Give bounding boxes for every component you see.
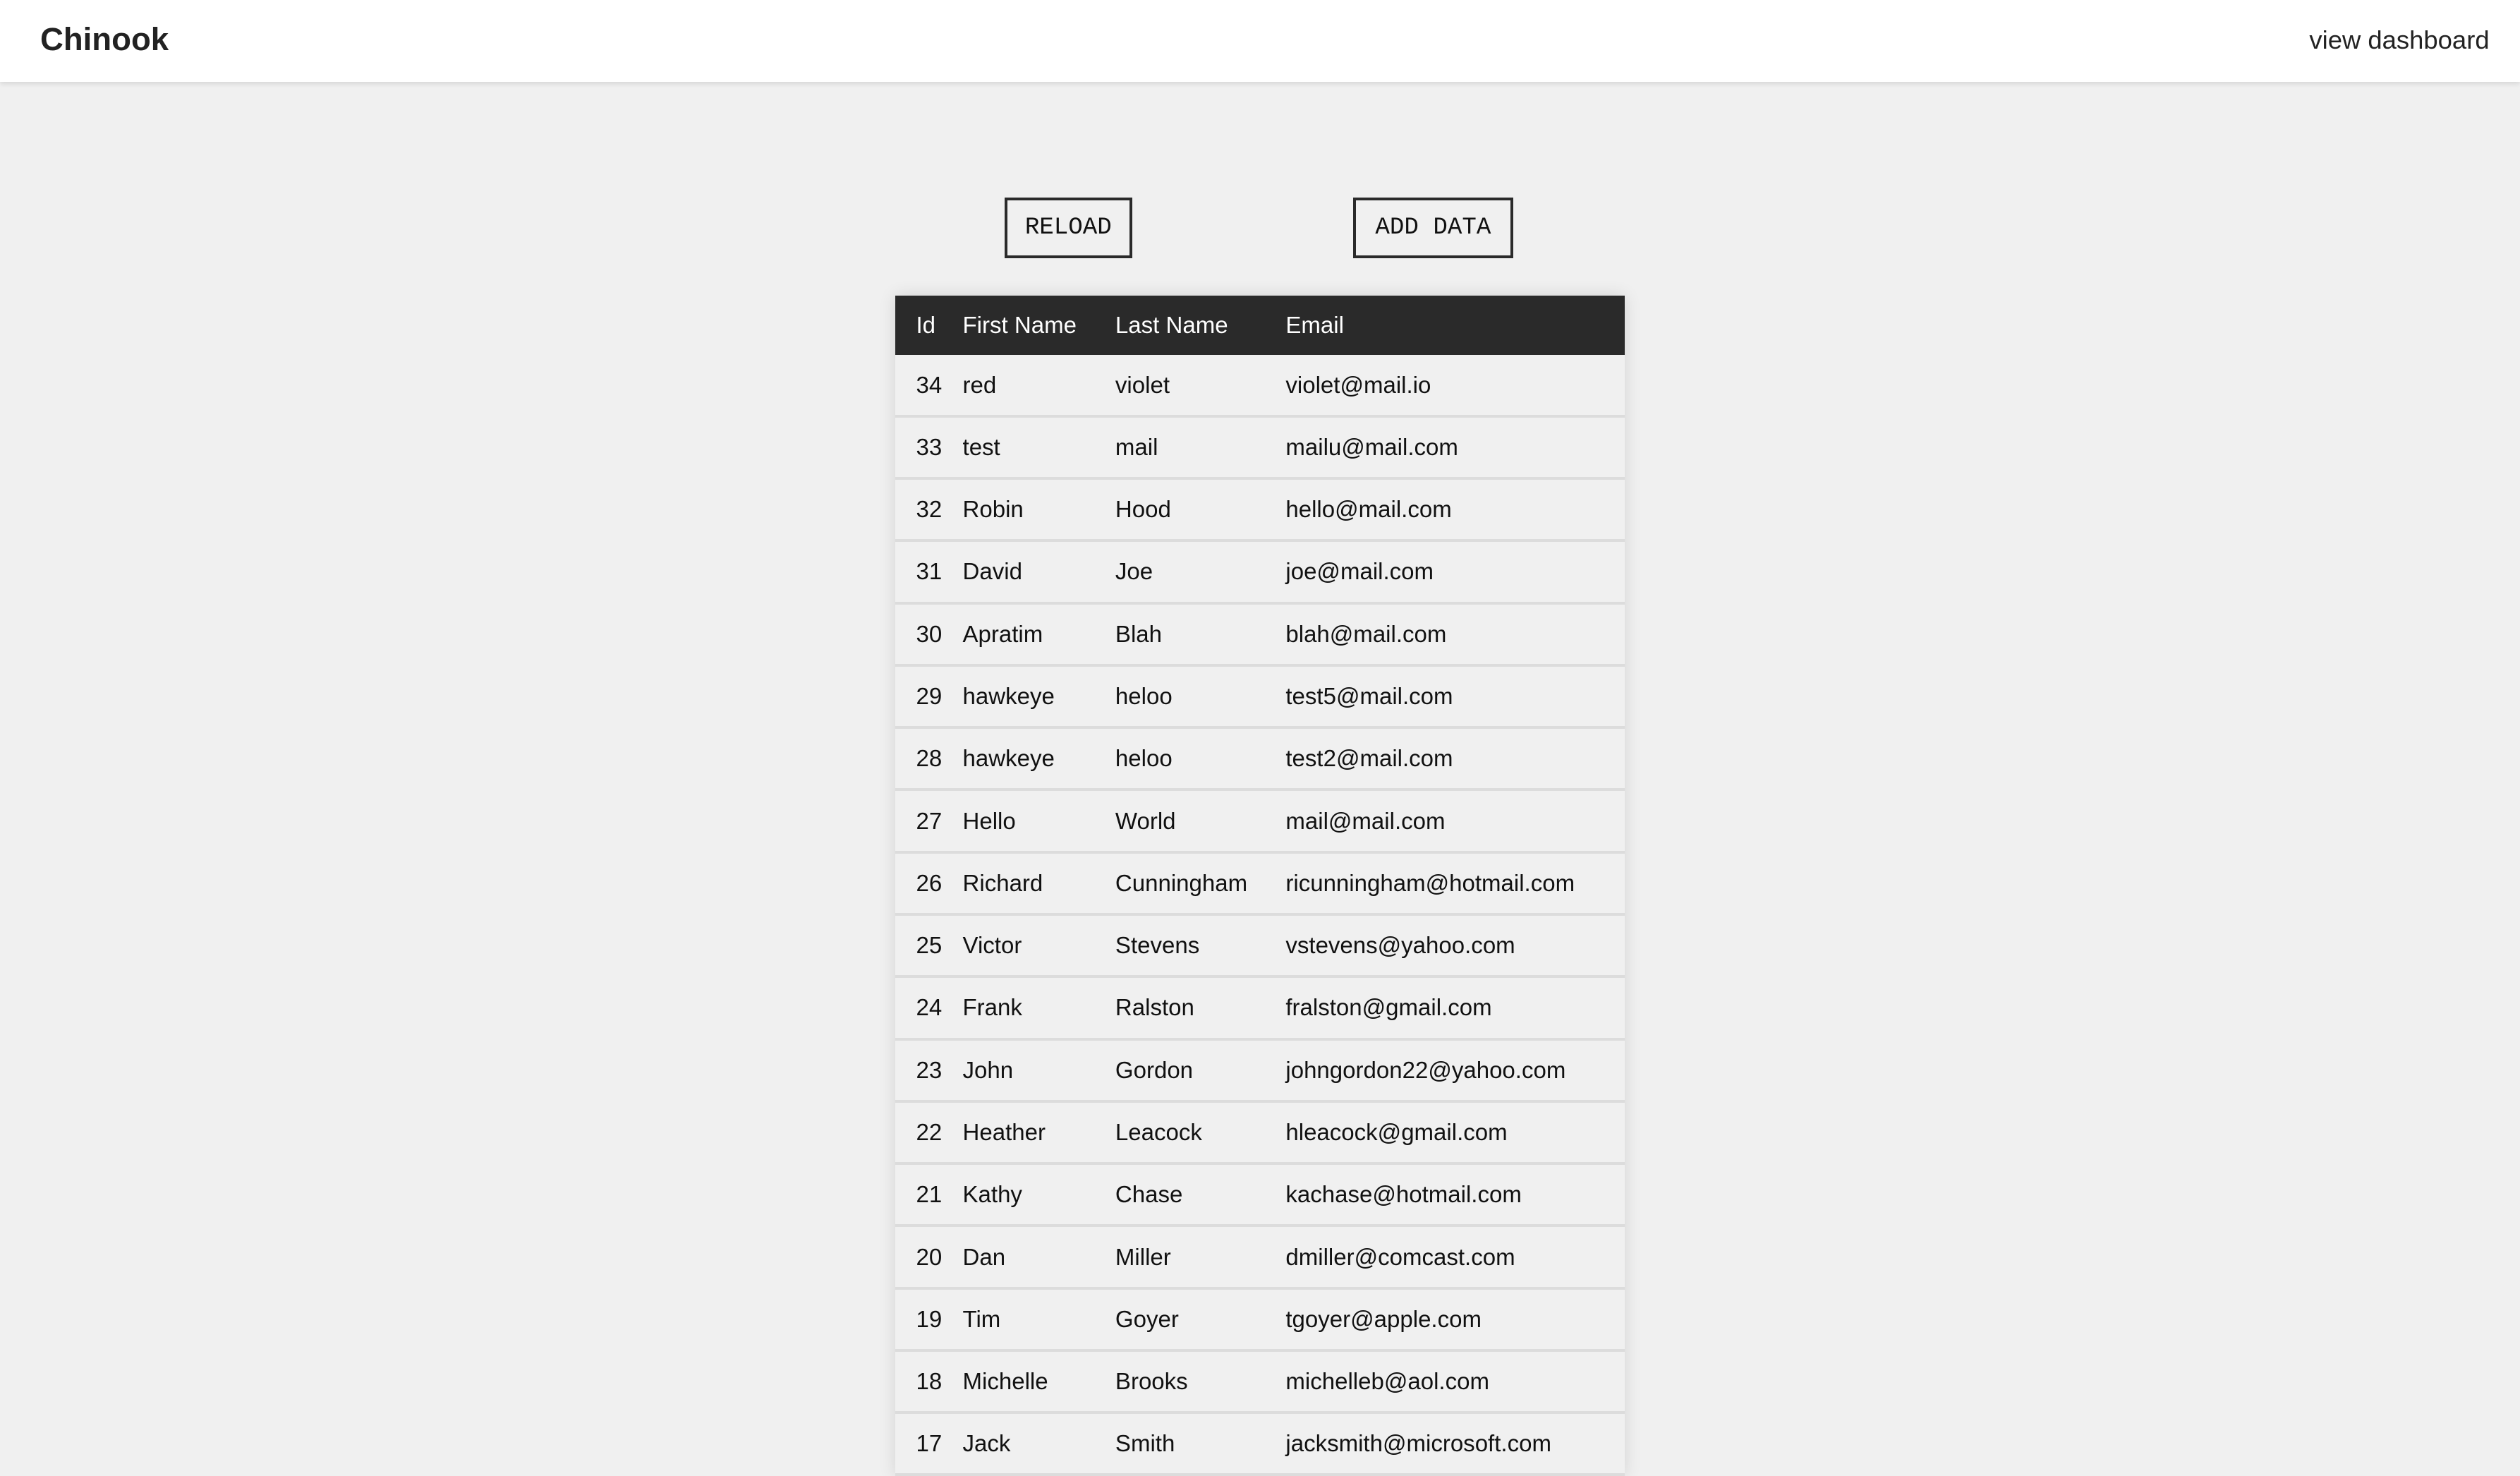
cell-id: 22	[916, 1118, 943, 1145]
cell-first-name: red	[962, 371, 997, 398]
column-header-first-name: First Name	[962, 312, 1077, 339]
cell-email: dmiller@comcast.com	[1285, 1243, 1515, 1270]
cell-last-name: Stevens	[1115, 932, 1200, 959]
add-data-button[interactable]: ADD DATA	[1353, 198, 1513, 258]
cell-last-name: Ralston	[1115, 994, 1194, 1021]
cell-id: 17	[916, 1430, 943, 1457]
cell-email: kachase@hotmail.com	[1285, 1181, 1522, 1208]
cell-id: 31	[916, 558, 943, 585]
cell-last-name: Hood	[1115, 496, 1171, 523]
cell-last-name: World	[1115, 807, 1176, 834]
cell-last-name: Leacock	[1115, 1118, 1202, 1145]
cell-id: 18	[916, 1368, 943, 1395]
reload-button[interactable]: RELOAD	[1005, 198, 1132, 258]
cell-first-name: Robin	[962, 496, 1024, 523]
cell-email: michelleb@aol.com	[1285, 1368, 1489, 1395]
cell-email: tgoyer@apple.com	[1285, 1305, 1482, 1332]
table-row[interactable]	[895, 480, 1625, 542]
column-header-email: Email	[1285, 312, 1344, 339]
cell-first-name: test	[962, 433, 1000, 460]
cell-email: joe@mail.com	[1285, 558, 1434, 585]
cell-first-name: Heather	[962, 1118, 1046, 1145]
cell-last-name: mail	[1115, 433, 1158, 460]
table-row[interactable]	[895, 978, 1625, 1040]
cell-first-name: hawkeye	[962, 745, 1055, 772]
cell-first-name: Frank	[962, 994, 1022, 1021]
table-header	[895, 296, 1625, 355]
cell-id: 23	[916, 1056, 943, 1083]
cell-email: hello@mail.com	[1285, 496, 1452, 523]
cell-email: jacksmith@microsoft.com	[1285, 1430, 1551, 1457]
cell-email: mailu@mail.com	[1285, 433, 1458, 460]
table-row[interactable]	[895, 1352, 1625, 1414]
table-row[interactable]	[895, 667, 1625, 729]
cell-first-name: hawkeye	[962, 682, 1055, 709]
cell-first-name: Apratim	[962, 620, 1043, 647]
cell-first-name: Victor	[962, 932, 1022, 959]
table-row[interactable]	[895, 1103, 1625, 1165]
cell-id: 20	[916, 1243, 943, 1270]
cell-id: 27	[916, 807, 943, 834]
cell-last-name: Blah	[1115, 620, 1163, 647]
cell-last-name: Joe	[1115, 558, 1153, 585]
table-row[interactable]	[895, 916, 1625, 978]
cell-id: 19	[916, 1305, 943, 1332]
cell-first-name: Jack	[962, 1430, 1011, 1457]
cell-id: 26	[916, 869, 943, 896]
brand-logo[interactable]: Chinook	[40, 20, 169, 57]
view-dashboard-link[interactable]: view dashboard	[2309, 25, 2490, 55]
cell-id: 24	[916, 994, 943, 1021]
cell-email: ricunningham@hotmail.com	[1285, 869, 1575, 896]
cell-id: 33	[916, 433, 943, 460]
table-row[interactable]	[895, 854, 1625, 916]
cell-last-name: Goyer	[1115, 1305, 1179, 1332]
cell-last-name: Miller	[1115, 1243, 1171, 1270]
cell-last-name: Brooks	[1115, 1368, 1188, 1395]
cell-first-name: David	[962, 558, 1022, 585]
cell-id: 34	[916, 371, 943, 398]
cell-id: 28	[916, 745, 943, 772]
cell-first-name: Richard	[962, 869, 1043, 896]
column-header-id: Id	[916, 312, 935, 339]
table-row[interactable]	[895, 418, 1625, 480]
cell-email: mail@mail.com	[1285, 807, 1446, 834]
cell-first-name: Hello	[962, 807, 1016, 834]
table-row[interactable]	[895, 1041, 1625, 1103]
cell-id: 30	[916, 620, 943, 647]
top-navbar	[0, 0, 2520, 82]
customers-table	[895, 296, 1625, 1476]
table-row[interactable]	[895, 1290, 1625, 1352]
cell-last-name: Gordon	[1115, 1056, 1194, 1083]
cell-email: vstevens@yahoo.com	[1285, 932, 1515, 959]
cell-id: 32	[916, 496, 943, 523]
cell-last-name: Chase	[1115, 1181, 1183, 1208]
cell-email: fralston@gmail.com	[1285, 994, 1492, 1021]
cell-id: 21	[916, 1181, 943, 1208]
table-row[interactable]	[895, 542, 1625, 604]
cell-last-name: heloo	[1115, 682, 1173, 709]
cell-last-name: Smith	[1115, 1430, 1175, 1457]
cell-email: blah@mail.com	[1285, 620, 1447, 647]
table-row[interactable]	[895, 1227, 1625, 1289]
cell-id: 29	[916, 682, 943, 709]
table-row[interactable]	[895, 1414, 1625, 1476]
cell-first-name: Kathy	[962, 1181, 1022, 1208]
cell-last-name: violet	[1115, 371, 1170, 398]
cell-email: johngordon22@yahoo.com	[1285, 1056, 1566, 1083]
cell-last-name: Cunningham	[1115, 869, 1248, 896]
cell-email: violet@mail.io	[1285, 371, 1431, 398]
cell-first-name: John	[962, 1056, 1014, 1083]
table-row[interactable]	[895, 1165, 1625, 1227]
cell-first-name: Tim	[962, 1305, 1001, 1332]
column-header-last-name: Last Name	[1115, 312, 1228, 339]
table-row[interactable]	[895, 605, 1625, 667]
table-row[interactable]	[895, 729, 1625, 791]
cell-email: test5@mail.com	[1285, 682, 1453, 709]
table-row[interactable]	[895, 791, 1625, 853]
cell-id: 25	[916, 932, 943, 959]
cell-email: test2@mail.com	[1285, 745, 1453, 772]
cell-first-name: Michelle	[962, 1368, 1048, 1395]
table-row[interactable]	[895, 355, 1625, 417]
cell-last-name: heloo	[1115, 745, 1173, 772]
cell-email: hleacock@gmail.com	[1285, 1118, 1508, 1145]
cell-first-name: Dan	[962, 1243, 1006, 1270]
